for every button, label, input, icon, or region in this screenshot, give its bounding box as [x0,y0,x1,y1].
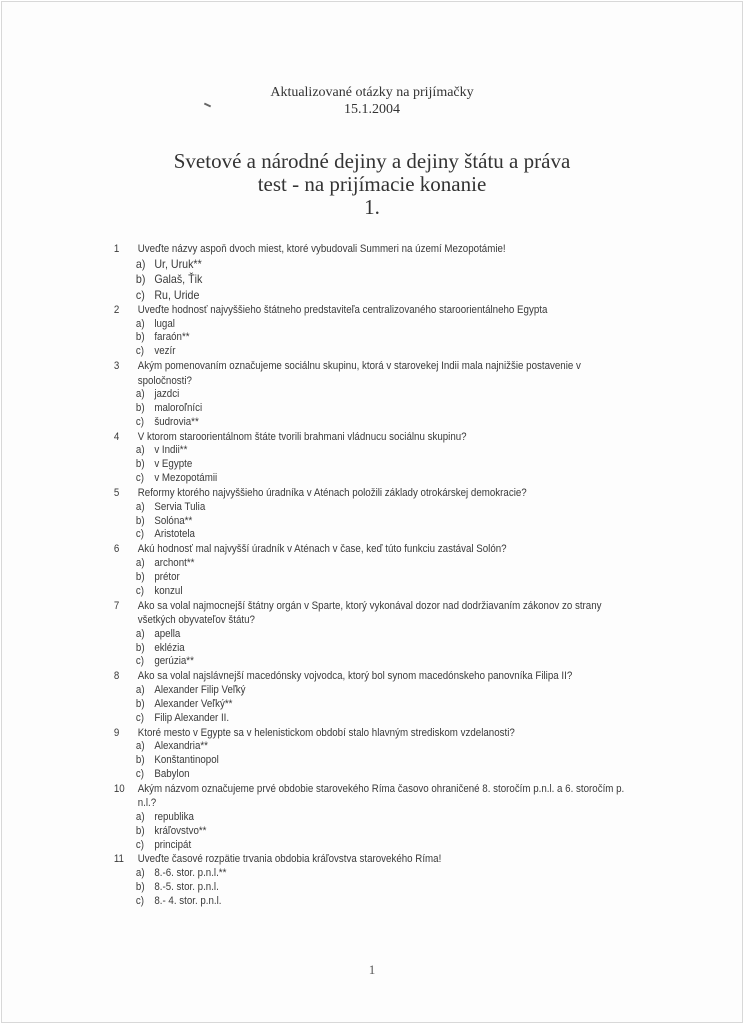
question-number: 5 [113,487,120,500]
answer-option [136,712,627,726]
option-label: c) [135,345,145,358]
option-text: 8.-6. stor. p.n.l.** [154,866,227,879]
option-text: vezír [154,345,176,358]
option-label: b) [135,402,145,415]
option-text: v Egypte [154,458,193,471]
option-label: c) [135,584,145,597]
question-number: 6 [113,543,120,556]
question-item [112,430,627,486]
question-number: 11 [113,853,124,866]
question-number: 8 [113,670,120,683]
question-number: 9 [113,726,120,739]
question-text: Uveďte časové rozpätie trvania obdobia kráľovstva starovekého Ríma! [137,853,442,866]
header-date: 15.1.2004 [344,102,400,117]
answer-option [136,318,627,332]
question-text: Uveďte hodnosť najvyššieho štátneho predstaviteľa centralizovaného staroorientálneho Egypta [137,304,548,316]
option-label: a) [135,500,145,513]
answer-option [136,740,627,754]
question-item [112,486,627,542]
option-label: b) [135,753,145,766]
question-number: 10 [113,782,125,795]
option-label: a) [135,444,145,457]
answer-option [136,388,627,402]
answer-option [136,881,627,895]
option-text: principát [154,838,192,851]
option-text: 8.- 4. stor. p.n.l. [154,894,222,907]
option-text: šudrovia** [154,416,199,429]
option-text: Alexander Veľký** [154,697,233,710]
option-label: c) [135,528,145,541]
option-label: a) [135,866,145,879]
title-line-1: Svetové a národné dejiny a dejiny štátu a práva [173,149,571,173]
answer-options [136,388,627,430]
option-text: maloroľníci [154,402,203,415]
option-label: a) [135,683,145,696]
option-label: b) [135,641,145,654]
option-label: c) [135,655,145,668]
answer-option [136,642,627,656]
question-row [112,542,627,557]
answer-options [136,811,627,853]
option-text: kráľovstvo** [154,824,207,837]
answer-option [136,655,627,669]
question-item [112,726,627,782]
page-number: 1 [368,962,376,977]
option-text: archont** [154,556,195,569]
question-row [112,359,627,388]
question-number: 7 [113,599,120,612]
option-text: Ru, Uride [154,288,200,302]
question-row [112,669,627,684]
option-label: b) [135,458,145,471]
question-item [112,669,627,725]
document-header [0,84,744,118]
answer-option [136,571,627,585]
option-label: a) [135,388,145,401]
answer-option [136,698,627,712]
answer-option [136,272,627,288]
answer-options [136,867,627,909]
option-text: Aristotela [154,528,195,541]
option-label: a) [135,257,146,271]
question-text: Reformy ktorého najvyššieho úradníka v Aténach položili základy otrokárskej demokracie? [137,487,527,500]
answer-option [136,501,627,515]
question-text: Akým pomenovaním označujeme sociálnu skupinu, ktorá v starovekej Indii mala najnižšie postavenie v spoločnosti? [137,360,581,387]
option-label: b) [135,514,145,527]
question-item [112,782,627,853]
answer-option [136,839,627,853]
question-text: Ako sa volal najslávnejší macedónsky vojvodca, ktorý bol synom macedónskeho panovníka Filipa II? [137,670,573,683]
test-title [0,150,744,219]
option-label: b) [135,824,145,837]
option-text: Filip Alexander II. [154,711,230,724]
option-text: Servia Tulia [154,500,206,513]
answer-option [136,557,627,571]
option-label: c) [135,838,145,851]
answer-option [136,416,627,430]
option-label: a) [135,627,145,640]
option-label: c) [135,767,145,780]
option-label: c) [135,472,145,485]
answer-option [136,867,627,881]
option-text: eklézia [154,641,185,654]
option-label: c) [135,894,145,907]
answer-option [136,402,627,416]
answer-options [136,257,627,304]
question-text: Ako sa volal najmocnejší štátny orgán v Sparte, ktorý vykonával dozor nad dodržiavaním zákonov zo strany všetkých obyvateľov štátu? [137,599,602,627]
title-line-3: 1. [364,195,380,219]
question-number: 3 [113,360,120,373]
option-text: republika [154,810,194,823]
answer-options [136,628,627,670]
option-text: Alexander Filip Veľký [154,683,246,696]
question-item [112,852,627,908]
answer-option [136,811,627,825]
question-text: Akým názvom označujeme prvé obdobie starovekého Ríma časovo ohraničené 8. storočím p.n.l. a 6. storočím p. n.l.? [137,782,625,810]
option-text: jazdci [154,388,180,401]
answer-options [136,501,627,543]
option-text: Babylon [154,767,190,780]
option-text: prétor [154,570,180,583]
option-label: b) [135,697,145,710]
title-line-2: test - na prijímacie konanie [257,172,487,196]
option-label: b) [135,570,145,583]
option-label: a) [135,740,145,753]
question-text: V ktorom staroorientálnom štáte tvorili brahmani vládnucu sociálnu skupinu? [137,430,467,443]
answer-option [136,528,627,542]
answer-option [136,825,627,839]
question-row [112,852,627,867]
option-label: a) [135,317,145,330]
answer-option [136,895,627,909]
answer-option [136,754,627,768]
option-text: 8.-5. stor. p.n.l. [154,880,219,893]
option-label: a) [135,556,145,569]
question-list [112,242,627,909]
option-label: b) [135,880,145,893]
answer-option [136,628,627,642]
option-label: c) [135,416,145,429]
question-number: 1 [113,243,120,255]
answer-option [136,458,627,472]
option-text: apella [154,627,181,640]
option-text: faraón** [154,331,190,344]
question-text: Akú hodnosť mal najvyšší úradník v Aténach v čase, keď túto funkciu zastával Solón? [137,543,507,556]
option-text: gerúzia** [154,655,194,668]
option-label: c) [135,711,145,724]
question-item [112,303,627,359]
answer-option [136,768,627,782]
option-text: v Mezopotámii [154,472,218,485]
option-text: Ur, Uruk** [154,257,202,271]
question-row [112,726,627,741]
question-row [112,242,627,257]
answer-option [136,288,627,304]
answer-option [136,585,627,599]
answer-options [136,318,627,360]
header-line-1: Aktualizované otázky na prijímačky [270,85,474,100]
answer-option [136,444,627,458]
option-text: v Indii** [154,444,188,457]
question-number: 2 [113,304,120,316]
answer-option [136,345,627,359]
answer-option [136,515,627,529]
option-text: Konštantinopol [154,753,219,766]
answer-options [136,684,627,726]
option-label: b) [135,273,146,286]
option-label: c) [135,288,145,302]
option-text: Alexandria** [154,740,208,753]
answer-options [136,444,627,486]
answer-option [136,684,627,698]
question-text: Uveďte názvy aspoň dvoch miest, ktoré vybudovali Summeri na území Mezopotámie! [137,243,506,255]
question-item [112,599,627,670]
question-row [112,486,627,501]
question-row [112,599,627,628]
option-text: konzul [154,584,183,597]
answer-option [136,257,627,273]
answer-options [136,557,627,599]
question-item [112,542,627,598]
answer-option [136,472,627,486]
option-text: lugal [154,317,175,330]
option-text: Galaš, Ťik [154,273,203,286]
option-text: Solóna** [154,514,193,527]
question-row [112,303,627,318]
question-number: 4 [113,430,120,443]
question-text: Ktoré mesto v Egypte sa v helenistickom období stalo hlavným strediskom vzdelanosti? [137,726,515,739]
question-item [112,242,627,303]
question-row [112,782,627,811]
answer-option [136,331,627,345]
answer-options [136,740,627,782]
question-row [112,430,627,445]
option-label: b) [135,331,145,344]
question-item [112,359,627,430]
option-label: a) [135,810,145,823]
